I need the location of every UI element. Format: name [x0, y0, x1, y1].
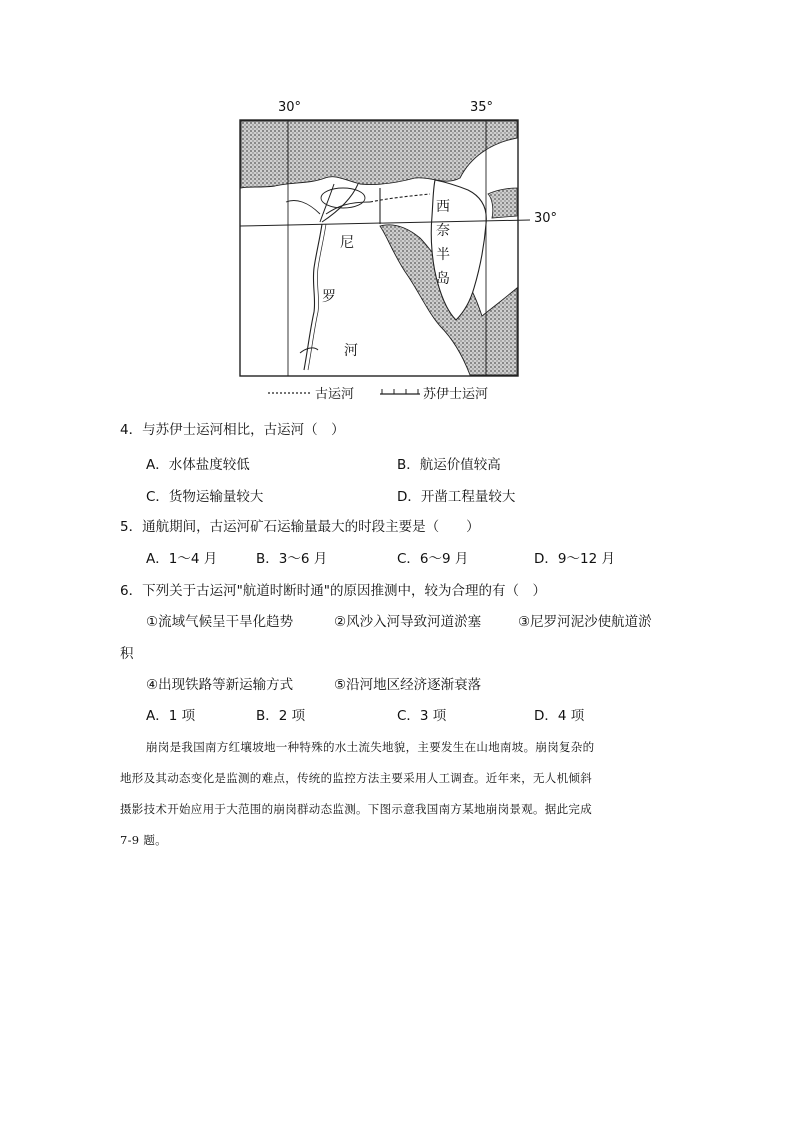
question-6-item-4: ④出现铁路等新运输方式	[146, 677, 294, 693]
question-6-item-5: ⑤沿河地区经济逐渐衰落	[334, 677, 482, 693]
question-5-option-b: B．3～6 月	[256, 551, 328, 567]
sinai-label-1: 西	[436, 199, 450, 215]
nile-label-3: 河	[344, 343, 358, 359]
legend-old-canal	[268, 383, 354, 402]
sinai-label-4: 岛	[436, 271, 450, 287]
sinai-label-3: 半	[436, 247, 450, 263]
longitude-35-label: 35°	[470, 100, 494, 115]
sinai-label-2: 奈	[436, 223, 450, 239]
question-5-stem: 5．通航期间，古运河矿石运输量最大的时段主要是（ ）	[120, 519, 480, 535]
question-6-item-2: ②风沙入河导致河道淤塞	[334, 614, 482, 630]
question-4-option-c: C．货物运输量较大	[146, 489, 264, 505]
passage-line-3: 摄影技术开始应用于大范围的崩岗群动态监测。下图示意我国南方某地崩岗景观。据此完成	[120, 802, 592, 816]
legend-suez-canal-label: 苏伊士运河	[423, 387, 489, 402]
legend-old-canal-label: 古运河	[315, 387, 355, 402]
question-6-item-3-continued: 积	[120, 646, 134, 662]
dashed-line-icon	[268, 389, 312, 397]
nile-label-2: 罗	[322, 289, 336, 305]
passage-line-1: 崩岗是我国南方红壤坡地一种特殊的水土流失地貌，主要发生在山地南坡。崩岗复杂的	[146, 740, 595, 754]
question-4-stem: 4．与苏伊士运河相比，古运河（ ）	[120, 422, 345, 438]
question-6-option-b: B．2 项	[256, 708, 306, 724]
question-5-option-d: D．9～12 月	[534, 551, 615, 567]
question-6-option-d: D．4 项	[534, 708, 585, 724]
question-6-item-3: ③尼罗河泥沙使航道淤	[518, 614, 652, 630]
nile-label-1: 尼	[340, 235, 354, 251]
latitude-30-label: 30°	[534, 211, 558, 226]
question-6-option-a: A．1 项	[146, 708, 196, 724]
egypt-sinai-map	[230, 98, 570, 408]
passage-line-2: 地形及其动态变化是监测的难点，传统的监控方法主要采用人工调查。近年来，无人机倾斜	[120, 771, 592, 785]
legend-suez-canal	[380, 383, 488, 402]
longitude-30-label: 30°	[278, 100, 302, 115]
question-6-option-c: C．3 项	[397, 708, 447, 724]
question-4-option-b: B．航运价值较高	[397, 457, 501, 473]
ticked-line-icon	[380, 388, 420, 398]
question-4-option-a: A．水体盐度较低	[146, 457, 250, 473]
question-5-option-a: A．1～4 月	[146, 551, 218, 567]
question-4-option-d: D．开凿工程量较大	[397, 489, 516, 505]
question-6-stem: 6．下列关于古运河"航道时断时通"的原因推测中，较为合理的有（ ）	[120, 583, 547, 599]
question-6-item-1: ①流域气候呈干旱化趋势	[146, 614, 294, 630]
map-figure	[230, 98, 570, 408]
passage-line-4: 7-9 题。	[120, 833, 167, 847]
question-5-option-c: C．6～9 月	[397, 551, 469, 567]
